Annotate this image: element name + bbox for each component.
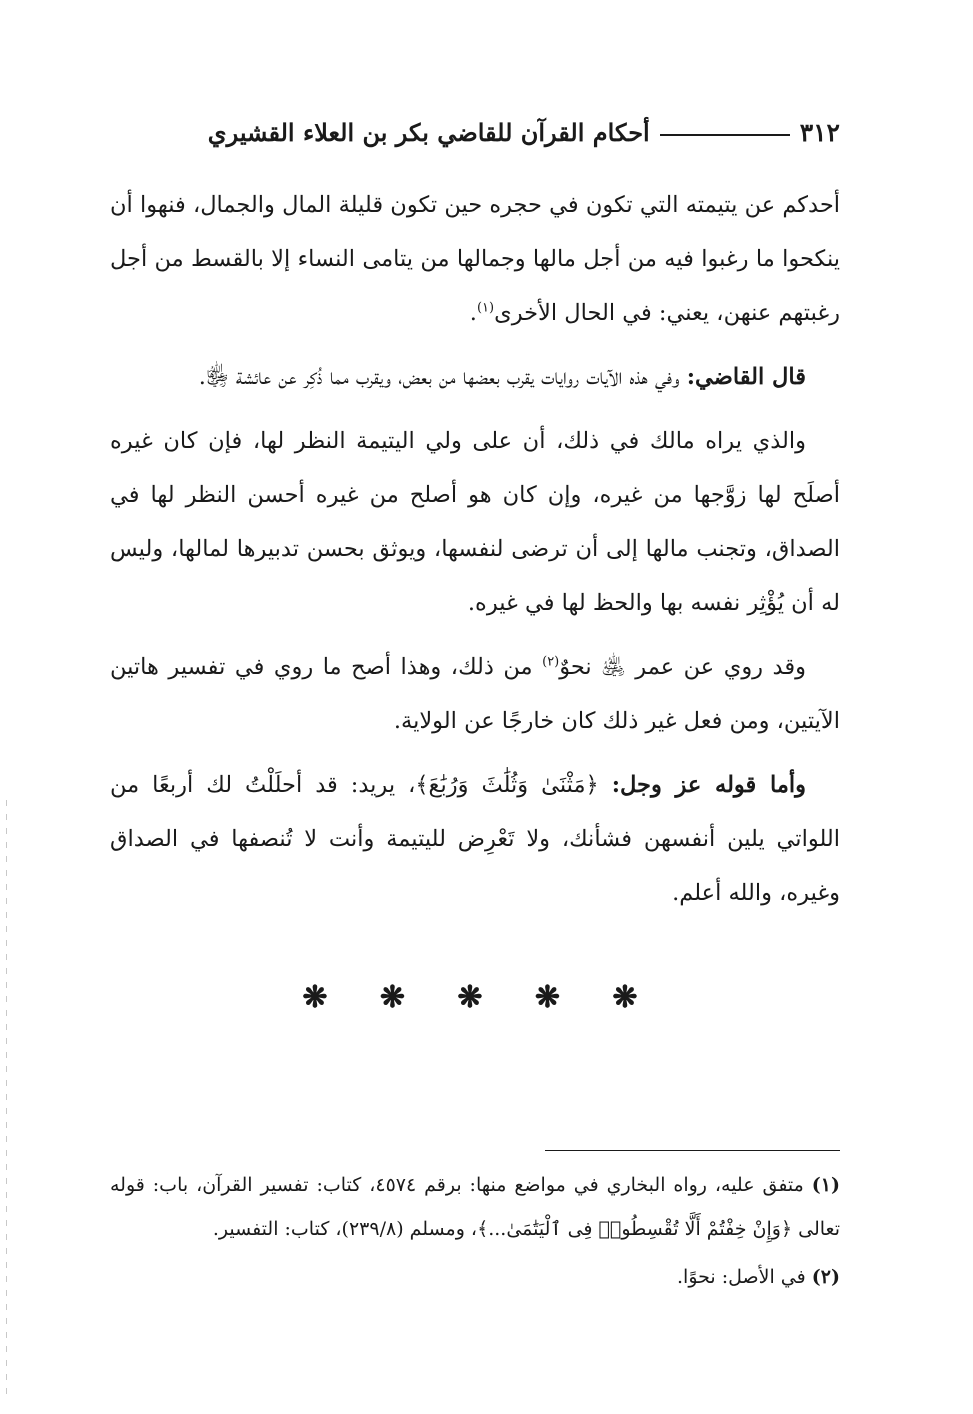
footnotes [110,1163,840,1303]
paragraph-3-text: والذي يراه مالك في ذلك، أن على ولي اليتيمة النظر لها، فإن كان غيره أصلَح لها زوَّجها من غيره، وإن كان هو أصلح من غيره أحسن النظر لها في الصداق، وتجنب مالها إلى أن ترضى لنفسها، ويوثق بحسن تدبيرها لمالها، وليس له أن يُؤْثِر نفسه بها والحظ لها في غيره. [110,428,840,616]
separator-star-icon: ❋ [534,980,561,1015]
footnote-2-text: في الأصل: نحوًا. [677,1266,806,1288]
paragraph-1 [110,178,840,340]
footnote-2 [110,1255,840,1299]
footnote-1 [110,1163,840,1251]
paragraph-4-text: وقد روي عن عمر ﵁ نحوٌ [559,654,806,680]
separator-star-icon: ❋ [379,980,406,1015]
footnote-divider [545,1150,840,1151]
paragraph-4 [110,640,840,748]
body-text [110,178,840,930]
paragraph-5 [110,758,840,920]
page-header [110,112,840,152]
footnote-ref-1[interactable]: (١) [476,300,495,316]
header-rule [660,134,790,136]
paragraph-5-lead: وأما قوله عز وجل: [611,772,806,798]
page-number: ٣١٢ [799,117,840,147]
running-title: أحكام القرآن للقاضي بكر بن العلاء القشيري [207,117,650,147]
paragraph-1-text: أحدكم عن يتيمته التي تكون في حجره حين تكون قليلة المال والجمال، فنهوا أن ينكحوا ما رغبوا فيه من أجل مالها وجمالها من يتامى النساء إلا بالقسط من أجل رغبتهم عنهن، يعني: في الحال الأخرى [110,192,840,326]
footnote-1-text: متفق عليه، رواه البخاري في مواضع منها: برقم ٤٥٧٤، كتاب: تفسير القرآن، باب: قوله تعالى ﴿وَإِنْ خِفْتُمْ أَلَّا تُقْسِطُوا۟ فِى ٱلْيَتَٰمَىٰ...﴾، ومسلم (٢٣٩/٨)، كتاب: التفسير. [110,1174,840,1240]
separator-star-icon: ❋ [612,980,638,1015]
paragraph-2-text: وفي هذه الآيات روايات يقرب بعضها من بعض، ويقرب مما ذُكِر عن عائشة ﵂. [198,364,680,390]
paragraph-2 [110,350,840,404]
footnote-2-number: (٢) [811,1266,840,1288]
separator-star-icon: ❋ [302,980,328,1015]
separator-star-icon: ❋ [457,980,483,1015]
footnote-ref-2[interactable]: (٢) [542,654,560,670]
paragraph-3 [110,414,840,630]
section-separator [300,980,640,1015]
paragraph-1-tail: . [469,300,477,326]
paragraph-4-tail: من ذلك، وهذا أصح ما روي في تفسير هاتين الآيتين، ومن فعل غير ذلك كان خارجًا عن الولاية. [110,654,840,734]
paragraph-2-lead: قال القاضي: [686,364,806,390]
page-edge-line [6,800,7,1400]
footnote-1-number: (١) [811,1174,840,1196]
paragraph-5-text: ﴿مَثْنَىٰ وَثُلَٰثَ وَرُبَٰعَ﴾، يريد: قد أحلَلْتُ لك أربعًا من اللواتي يلين أنفسهن فشأنك، ولا تَعْرِض لليتيمة وأنت لا تُنصفها في الصداق وغيره، والله أعلم. [110,772,840,906]
